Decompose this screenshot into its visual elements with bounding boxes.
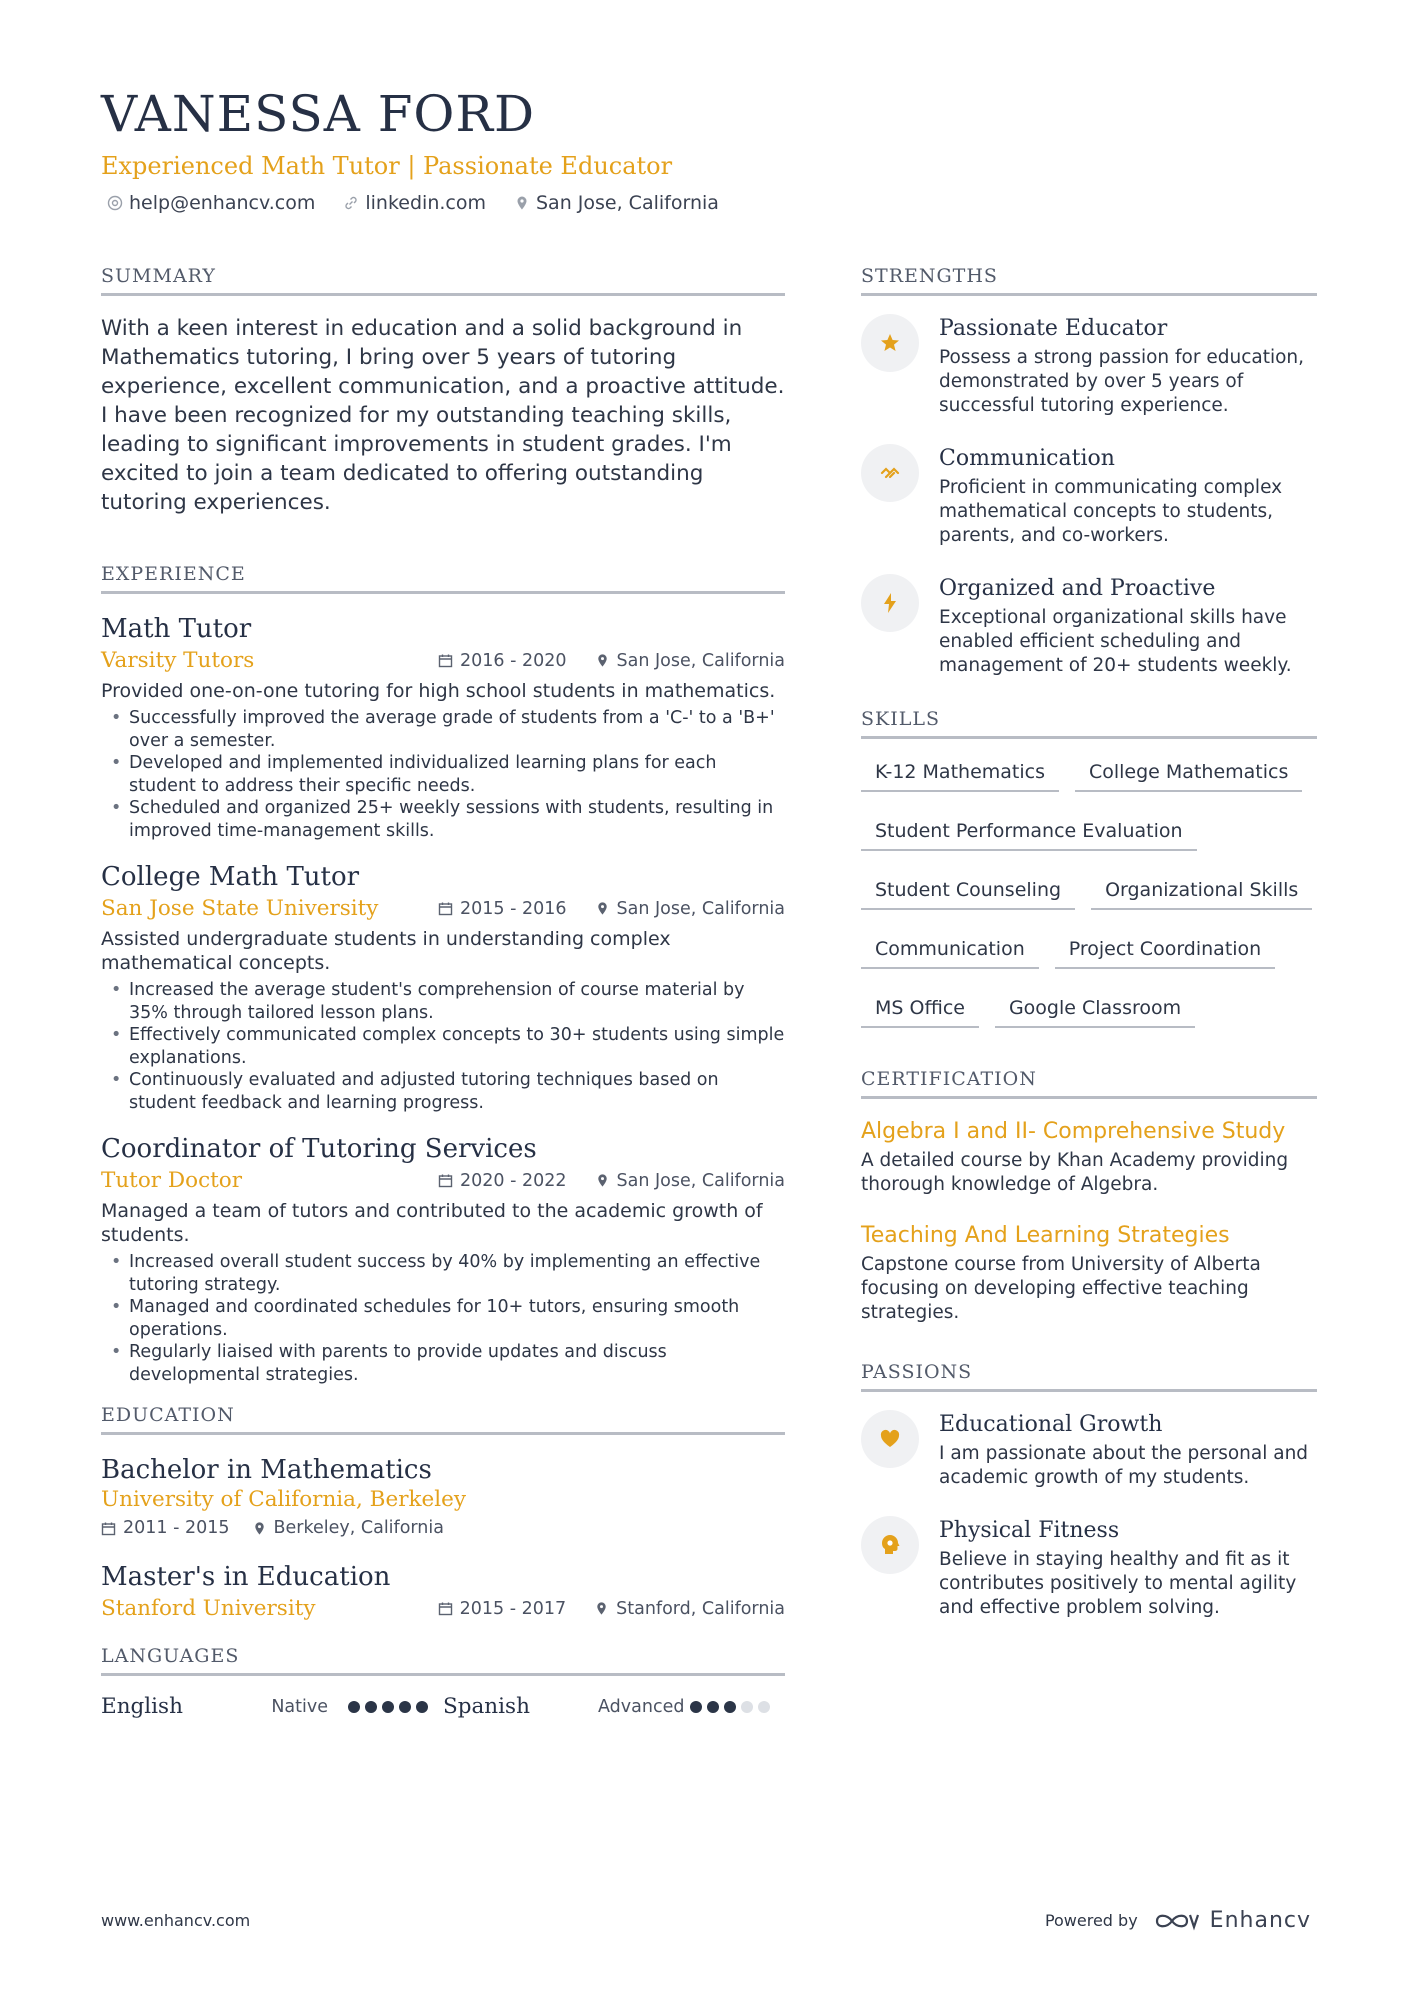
- brand-name: Enhancv: [1209, 1908, 1311, 1933]
- calendar-icon: [438, 1173, 453, 1188]
- star-icon: [878, 331, 902, 355]
- education-entry: [101, 1560, 785, 1621]
- skills-heading: SKILLS: [861, 708, 1317, 739]
- language-entry: [101, 1694, 443, 1719]
- location-pin-icon: [252, 1521, 267, 1536]
- education-heading: EDUCATION: [101, 1404, 785, 1435]
- candidate-subtitle: Experienced Math Tutor | Passionate Educator: [101, 152, 673, 180]
- strength-description: Exceptional organizational skills have enabled efficient scheduling and management of 20+ students weekly.: [939, 607, 1292, 676]
- rating-dot: [365, 1701, 377, 1713]
- certification-entry: [861, 1117, 1317, 1197]
- job-bullet: • Scheduled and organized 25+ weekly sessions with students, resulting in improved time-management skills.: [101, 797, 785, 842]
- language-name: English: [101, 1694, 183, 1719]
- job-description: Provided one-on-one tutoring for high school students in mathematics.: [101, 680, 776, 702]
- passions-section: [861, 1361, 1317, 1620]
- summary-section: [101, 265, 785, 517]
- skill-tag: Organizational Skills: [1091, 875, 1312, 910]
- languages-heading: LANGUAGES: [101, 1645, 785, 1676]
- education-entry: [101, 1453, 785, 1538]
- rating-dot: [348, 1701, 360, 1713]
- page-footer: [101, 1908, 1311, 1933]
- company-name: Tutor Doctor: [101, 1168, 242, 1193]
- location-pin-icon: [595, 1173, 610, 1188]
- experience-entry: [101, 1132, 785, 1386]
- linkedin-text: linkedin.com: [365, 192, 486, 214]
- job-location-text: San Jose, California: [616, 650, 785, 671]
- education-location-text: Stanford, California: [616, 1598, 785, 1619]
- job-bullet: • Successfully improved the average grade of students from a 'C-' to a 'B+' over a semester.: [101, 707, 785, 752]
- certification-entry: [861, 1221, 1317, 1325]
- job-dates: [438, 899, 567, 919]
- job-title: College Math Tutor: [101, 862, 360, 892]
- powered-by: [1045, 1908, 1311, 1933]
- strength-icon-circle: [861, 314, 919, 372]
- job-bullets: [101, 979, 785, 1114]
- handshake-icon: [878, 461, 902, 485]
- job-dates-text: 2016 - 2020: [460, 650, 567, 671]
- passion: [861, 1516, 1317, 1620]
- experience-heading: EXPERIENCE: [101, 563, 785, 594]
- job-description: Managed a team of tutors and contributed to the academic growth of students.: [101, 1200, 763, 1246]
- contact-row: [101, 192, 1311, 214]
- strength: [861, 314, 1317, 418]
- job-location-text: San Jose, California: [616, 1170, 785, 1191]
- resume-header: [101, 84, 1311, 214]
- skill-tag: K-12 Mathematics: [861, 757, 1059, 792]
- skills-section: [861, 708, 1317, 1028]
- certification-description: Capstone course from University of Alberta focusing on developing effective teaching strategies.: [861, 1254, 1261, 1323]
- job-bullet: • Increased the average student's comprehension of course material by 35% through tailored lesson plans.: [101, 979, 785, 1024]
- strength-title: Organized and Proactive: [939, 576, 1216, 601]
- skill-tag: Project Coordination: [1055, 934, 1275, 969]
- certification-title: Algebra I and II- Comprehensive Study: [861, 1119, 1286, 1144]
- location-pin-icon: [594, 1601, 609, 1616]
- rating-dot: [741, 1701, 753, 1713]
- rating-dot: [416, 1701, 428, 1713]
- education-dates: [101, 1518, 230, 1538]
- strength-title: Passionate Educator: [939, 316, 1168, 341]
- skill-tag: MS Office: [861, 993, 979, 1028]
- location-pin-icon: [595, 901, 610, 916]
- strength-icon-circle: [861, 574, 919, 632]
- language-level: Advanced: [598, 1696, 685, 1717]
- email-contact[interactable]: [107, 192, 315, 214]
- job-location: [595, 1171, 785, 1191]
- job-location: [595, 651, 785, 671]
- company-name: Varsity Tutors: [101, 648, 255, 673]
- job-dates: [438, 651, 567, 671]
- company-name: San Jose State University: [101, 896, 379, 921]
- linkedin-contact[interactable]: [343, 192, 486, 214]
- strength-description: Possess a strong passion for education, demonstrated by over 5 years of successful tutoring experience.: [939, 347, 1305, 416]
- location-pin-icon: [514, 195, 530, 211]
- location-pin-icon: [595, 653, 610, 668]
- email-text: help@enhancv.com: [129, 192, 316, 214]
- candidate-name: VANESSA FORD: [101, 85, 536, 143]
- degree-title: Master's in Education: [101, 1562, 391, 1592]
- job-bullet: • Developed and implemented individualized learning plans for each student to address their specific needs.: [101, 752, 785, 797]
- passion: [861, 1410, 1317, 1490]
- left-column: [101, 265, 785, 1719]
- rating-dot: [724, 1701, 736, 1713]
- certification-title: Teaching And Learning Strategies: [861, 1223, 1230, 1248]
- infinity-logo-icon: [1154, 1910, 1200, 1932]
- rating-dot: [758, 1701, 770, 1713]
- summary-heading: SUMMARY: [101, 265, 785, 296]
- experience-entry: [101, 860, 785, 1114]
- passion-title: Educational Growth: [939, 1412, 1163, 1437]
- rating-dot: [382, 1701, 394, 1713]
- language-rating: [348, 1701, 428, 1713]
- certification-description: A detailed course by Khan Academy providing thorough knowledge of Algebra.: [861, 1150, 1289, 1195]
- job-title: Math Tutor: [101, 614, 252, 644]
- languages-section: [101, 1645, 785, 1719]
- lightning-icon: [878, 591, 902, 615]
- location-contact: [514, 192, 719, 214]
- heart-icon: [878, 1427, 902, 1451]
- rating-dot: [690, 1701, 702, 1713]
- powered-by-label: Powered by: [1044, 1911, 1138, 1930]
- rating-dot: [707, 1701, 719, 1713]
- job-bullets: [101, 1251, 785, 1386]
- passions-heading: PASSIONS: [861, 1361, 1317, 1392]
- experience-section: [101, 563, 785, 1386]
- job-bullet: • Managed and coordinated schedules for 10+ tutors, ensuring smooth operations.: [101, 1296, 785, 1341]
- skill-tag: Google Classroom: [995, 993, 1195, 1028]
- passion-description: I am passionate about the personal and academic growth of my students.: [939, 1443, 1309, 1488]
- strength: [861, 574, 1317, 678]
- rating-dot: [399, 1701, 411, 1713]
- education-location-text: Berkeley, California: [273, 1518, 444, 1538]
- job-bullet: • Increased overall student success by 40% by implementing an effective tutoring strategy.: [101, 1251, 785, 1296]
- passion-description: Believe in staying healthy and fit as it contributes positively to mental agility and effective problem solving.: [939, 1549, 1297, 1618]
- job-description: Assisted undergraduate students in understanding complex mathematical concepts.: [101, 928, 671, 974]
- right-column: [861, 265, 1317, 1646]
- language-name: Spanish: [443, 1694, 530, 1719]
- job-location: [595, 899, 785, 919]
- enhancv-logo[interactable]: [1154, 1908, 1311, 1933]
- school-name: University of California, Berkeley: [101, 1487, 466, 1512]
- job-bullets: [101, 707, 785, 842]
- footer-website[interactable]: www.enhancv.com: [101, 1911, 251, 1930]
- calendar-icon: [438, 1601, 453, 1616]
- job-bullet: • Continuously evaluated and adjusted tutoring techniques based on student feedback and learning progress.: [101, 1069, 785, 1114]
- certification-heading: CERTIFICATION: [861, 1068, 1317, 1099]
- strength-icon-circle: [861, 444, 919, 502]
- summary-text: With a keen interest in education and a solid background in Mathematics tutoring, I bring over 5 years of tutoring experience, excellent communication, and a proactive attitude. I have been recognized for my outstanding teaching skills, leading to significant improvements in student grades. I'm excited to join a team dedicated to offering outstanding tutoring experiences.: [101, 316, 785, 515]
- strength-title: Communication: [939, 446, 1115, 471]
- education-dates: [438, 1599, 567, 1619]
- job-dates: [438, 1171, 567, 1191]
- passion-title: Physical Fitness: [939, 1518, 1120, 1543]
- job-location-text: San Jose, California: [616, 898, 785, 919]
- school-name: Stanford University: [101, 1596, 316, 1621]
- job-bullet: • Regularly liaised with parents to provide updates and discuss developmental strategies.: [101, 1341, 785, 1386]
- education-location: [594, 1599, 785, 1619]
- degree-title: Bachelor in Mathematics: [101, 1455, 432, 1485]
- skill-tag: Student Counseling: [861, 875, 1075, 910]
- education-dates-text: 2015 - 2017: [459, 1598, 567, 1619]
- education-location: [252, 1518, 444, 1538]
- at-sign-icon: [107, 195, 123, 211]
- job-dates-text: 2015 - 2016: [460, 898, 567, 919]
- calendar-icon: [101, 1521, 116, 1536]
- language-entry: [443, 1694, 785, 1719]
- experience-entry: [101, 612, 785, 842]
- job-dates-text: 2020 - 2022: [460, 1170, 567, 1191]
- language-level: Native: [271, 1696, 328, 1717]
- education-section: [101, 1404, 785, 1621]
- strengths-heading: STRENGTHS: [861, 265, 1317, 296]
- language-rating: [690, 1701, 770, 1713]
- education-dates-text: 2011 - 2015: [123, 1518, 230, 1538]
- job-title: Coordinator of Tutoring Services: [101, 1134, 537, 1164]
- head-icon: [878, 1533, 902, 1557]
- certification-section: [861, 1068, 1317, 1325]
- strength-description: Proficient in communicating complex mathematical concepts to students, parents, and co-workers.: [939, 477, 1283, 546]
- link-icon: [343, 195, 359, 211]
- calendar-icon: [438, 901, 453, 916]
- location-text: San Jose, California: [536, 192, 719, 214]
- job-bullet: • Effectively communicated complex concepts to 30+ students using simple explanations.: [101, 1024, 785, 1069]
- passion-icon-circle: [861, 1516, 919, 1574]
- passion-icon-circle: [861, 1410, 919, 1468]
- strength: [861, 444, 1317, 548]
- skill-tag: Student Performance Evaluation: [861, 816, 1197, 851]
- skill-tag: Communication: [861, 934, 1039, 969]
- strengths-section: [861, 265, 1317, 678]
- calendar-icon: [438, 653, 453, 668]
- skill-tag: College Mathematics: [1075, 757, 1302, 792]
